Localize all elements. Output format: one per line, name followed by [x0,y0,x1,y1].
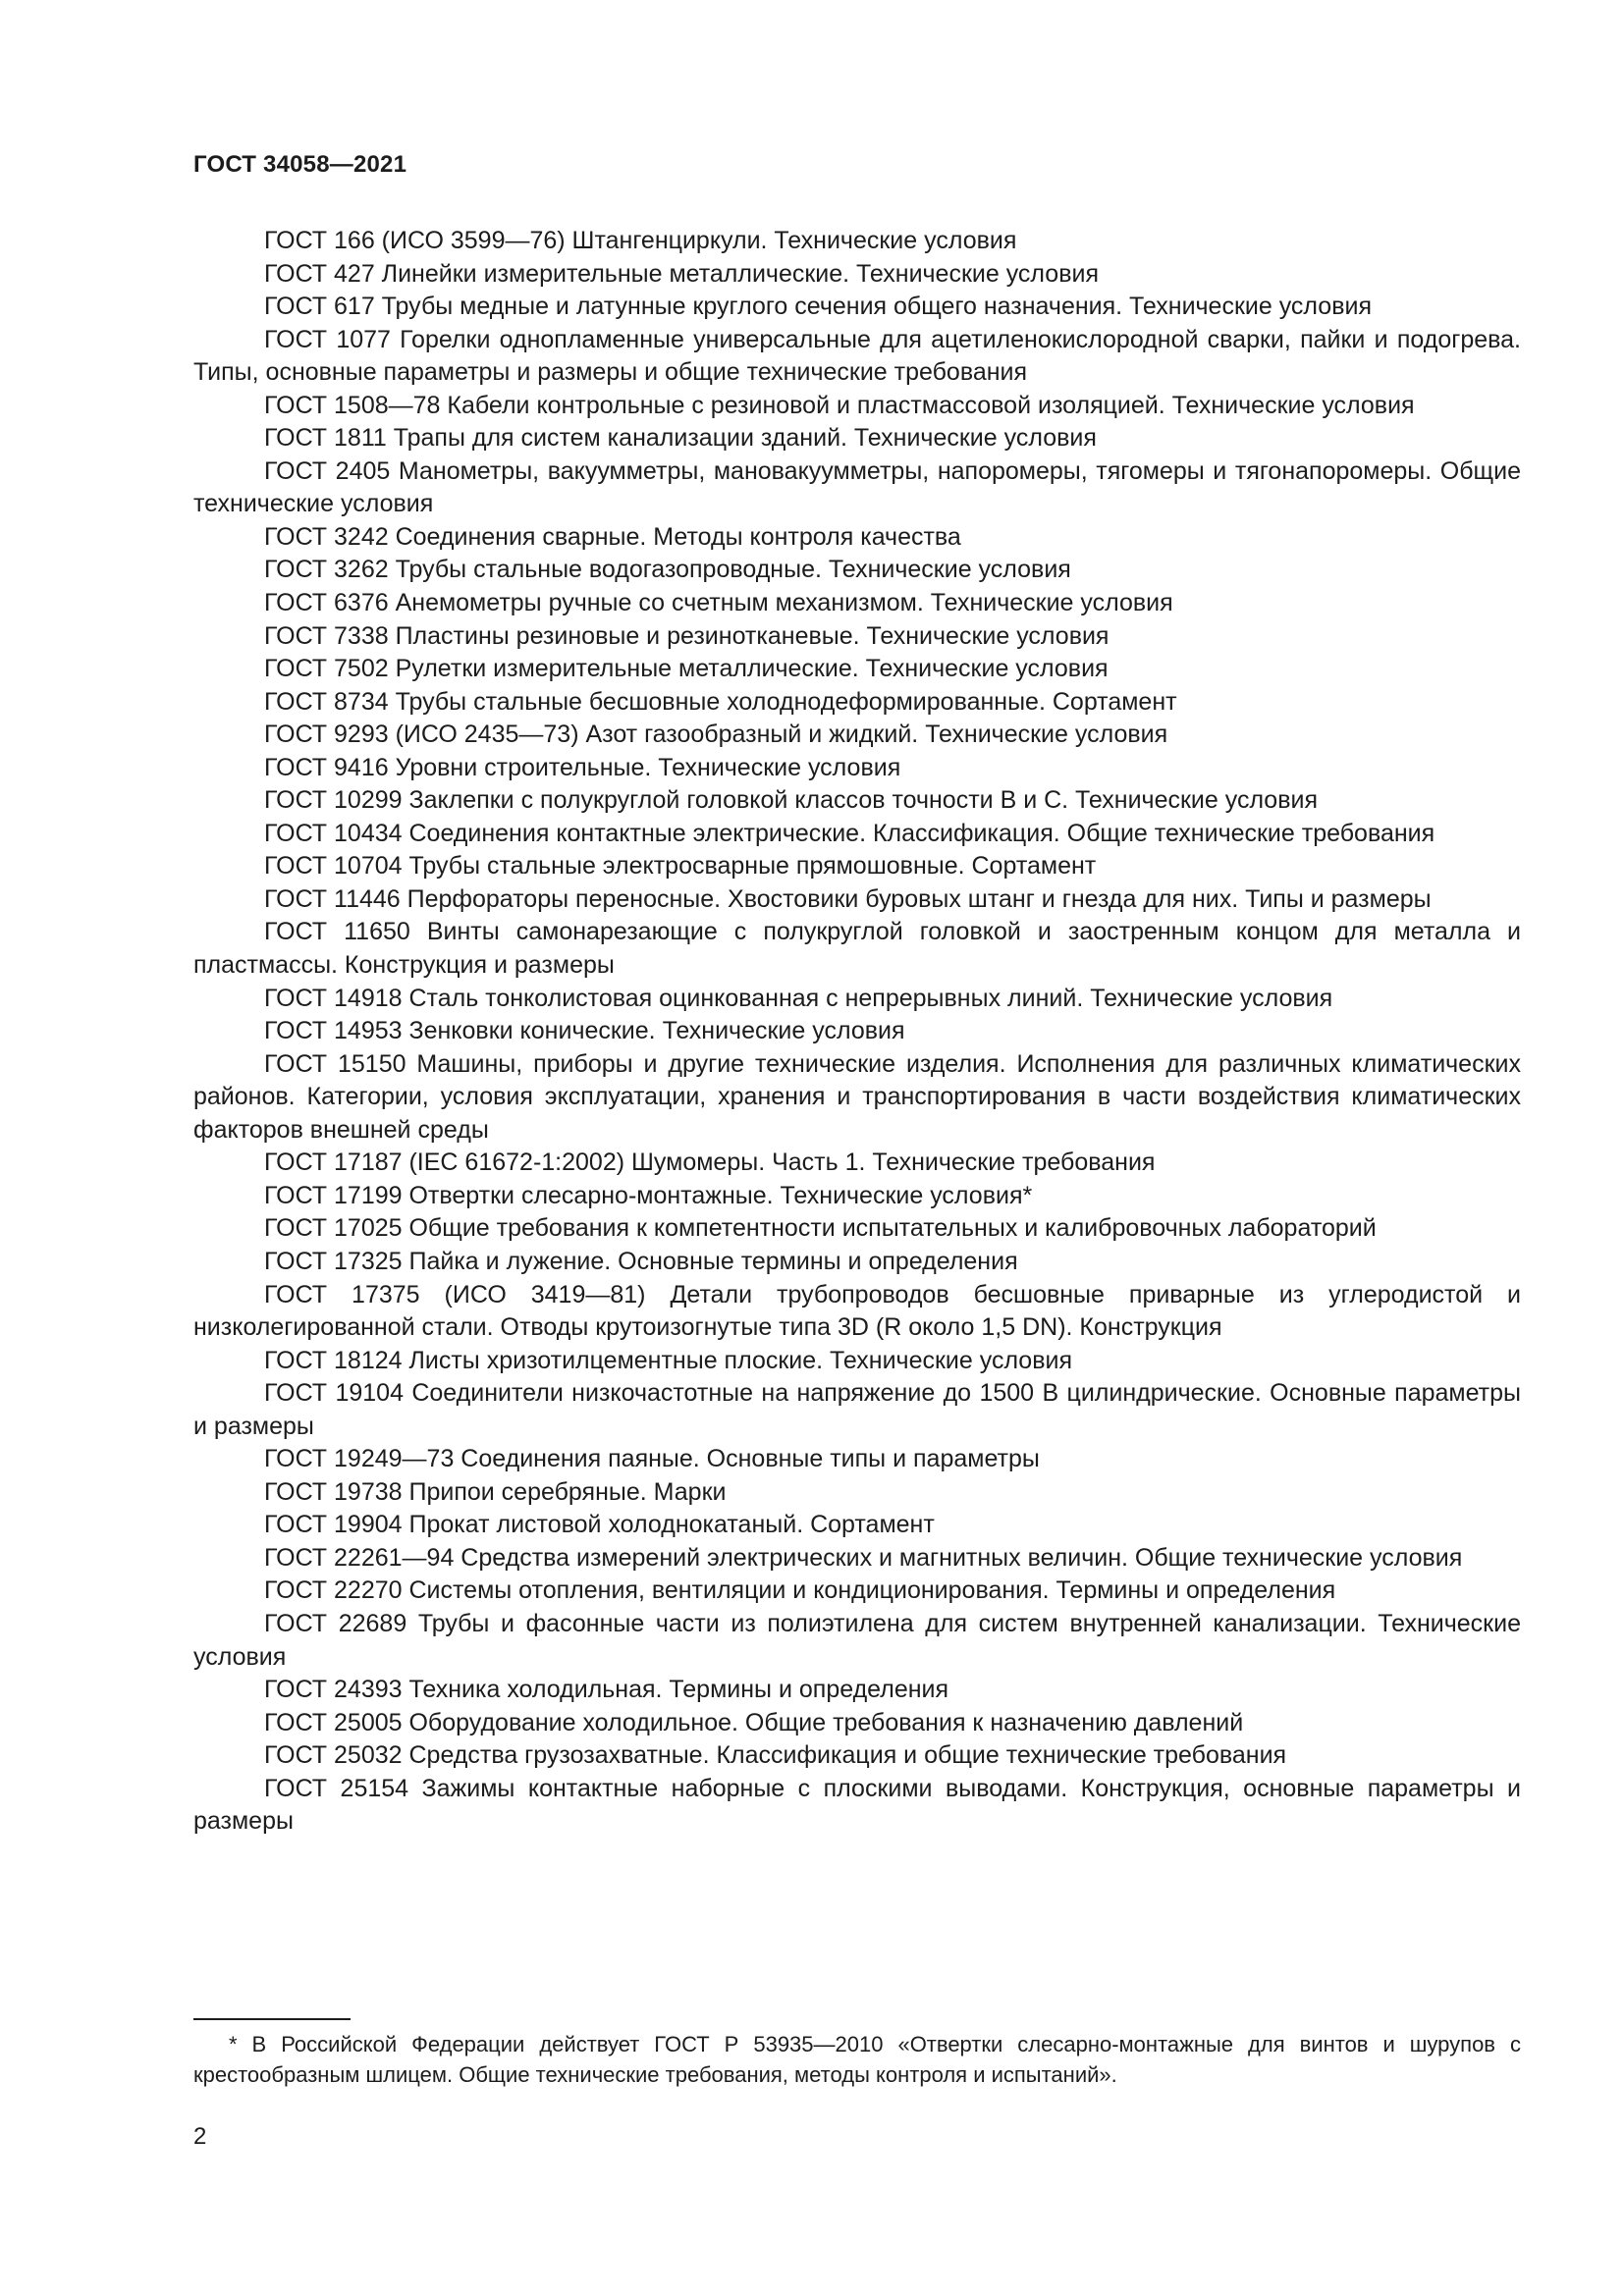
reference-item: ГОСТ 2405 Манометры, вакуумметры, мановакуумметры, напоромеры, тягомеры и тягонапоромеры. Общие технические условия [193,456,1521,518]
reference-item: ГОСТ 17325 Пайка и лужение. Основные термины и определения [264,1247,1018,1275]
reference-item: ГОСТ 3242 Соединения сварные. Методы контроля качества [264,522,961,551]
reference-item: ГОСТ 15150 Машины, приборы и другие технические изделия. Исполнения для различных климатических районов. Категории, условия эксплуатации, хранения и транспортирования в части воздействия климатических факторов внешней среды [193,1049,1521,1144]
reference-item: ГОСТ 19904 Прокат листовой холоднокатаный. Сортамент [264,1511,935,1539]
reference-item: ГОСТ 427 Линейки измерительные металлические. Технические условия [264,259,1099,288]
reference-item: ГОСТ 19738 Припои серебряные. Марки [264,1477,727,1506]
reference-item: ГОСТ 22270 Системы отопления, вентиляции и кондиционирования. Термины и определения [264,1576,1336,1605]
footnote: * В Российской Федерации действует ГОСТ Р 53935—2010 «Отвертки слесарно-монтажные для винтов и шурупов с крестообразным шлицем. Общие технические требования, методы контроля и испытаний». [193,2032,1521,2087]
reference-item: ГОСТ 9416 Уровни строительные. Технические условия [264,753,901,781]
reference-item: ГОСТ 6376 Анемометры ручные со счетным механизмом. Технические условия [264,589,1173,617]
reference-item: ГОСТ 1811 Трапы для систем канализации зданий. Технические условия [264,424,1097,453]
reference-item: ГОСТ 7502 Рулетки измерительные металлические. Технические условия [264,655,1109,683]
reference-item: ГОСТ 11446 Перфораторы переносные. Хвостовики буровых штанг и гнезда для них. Типы и размеры [264,884,1432,913]
reference-item: ГОСТ 22689 Трубы и фасонные части из полиэтилена для систем внутренней канализации. Технические условия [193,1609,1521,1671]
reference-item: ГОСТ 10434 Соединения контактные электрические. Классификация. Общие технические требования [264,819,1435,847]
reference-item: ГОСТ 166 (ИСО 3599—76) Штангенциркули. Технические условия [264,227,1017,254]
reference-item: ГОСТ 11650 Винты самонарезающие с полукруглой головкой и заостренным концом для металла и пластмассы. Конструкция и размеры [193,918,1521,980]
reference-item: ГОСТ 14953 Зенковки конические. Технические условия [264,1017,905,1045]
reference-item: ГОСТ 19104 Соединители низкочастотные на напряжение до 1500 В цилиндрические. Основные параметры и размеры [193,1379,1521,1440]
page-number: 2 [193,2123,207,2150]
reference-item: ГОСТ 17187 (IEC 61672-1:2002) Шумомеры. Часть 1. Технические требования [264,1148,1156,1177]
reference-item: ГОСТ 7338 Пластины резиновые и резинотканевые. Технические условия [264,621,1110,650]
reference-item: ГОСТ 3262 Трубы стальные водогазопроводные. Технические условия [264,556,1071,584]
reference-item: ГОСТ 17375 (ИСО 3419—81) Детали трубопроводов бесшовные приварные из углеродистой и низколегированной стали. Отводы крутоизогнутые типа 3D (R около 1,5 DN). Конструкция [193,1280,1521,1342]
reference-item: ГОСТ 17025 Общие требования к компетентности испытательных и калибровочных лабораторий [264,1214,1377,1243]
reference-item: ГОСТ 8734 Трубы стальные бесшовные холоднодеформированные. Сортамент [264,687,1177,716]
reference-item: ГОСТ 25032 Средства грузозахватные. Классификация и общие технические требования [264,1741,1287,1770]
reference-item: ГОСТ 1077 Горелки однопламенные универсальные для ацетиленокислородной сварки, пайки и подогрева. Типы, основные параметры и размеры и общие технические требования [193,325,1521,387]
reference-item: ГОСТ 19249—73 Соединения паяные. Основные типы и параметры [264,1445,1040,1473]
reference-item: ГОСТ 18124 Листы хризотилцементные плоские. Технические условия [264,1346,1072,1374]
reference-item: ГОСТ 10299 Заклепки с полукруглой головкой классов точности В и С. Технические условия [264,786,1318,815]
reference-item: ГОСТ 22261—94 Средства измерений электрических и магнитных величин. Общие технические условия [264,1543,1463,1572]
reference-item: ГОСТ 14918 Сталь тонколистовая оцинкованная с непрерывных линий. Технические условия [264,984,1333,1012]
reference-item: ГОСТ 9293 (ИСО 2435—73) Азот газообразный и жидкий. Технические условия [264,721,1168,749]
reference-item: ГОСТ 1508—78 Кабели контрольные с резиновой и пластмассовой изоляцией. Технические условия [264,391,1415,419]
reference-item: ГОСТ 17199 Отвертки слесарно-монтажные. Технические условия* [264,1181,1033,1209]
reference-item: ГОСТ 10704 Трубы стальные электросварные прямошовные. Сортамент [264,852,1097,881]
footnote-divider [193,2018,351,2020]
reference-item: ГОСТ 24393 Техника холодильная. Термины и определения [264,1676,949,1704]
normative-references-list [193,225,1521,1839]
document-header: ГОСТ 34058—2021 [193,151,407,178]
reference-item: ГОСТ 617 Трубы медные и латунные круглого сечения общего назначения. Технические условия [264,293,1372,321]
reference-item: ГОСТ 25154 Зажимы контактные наборные с плоскими выводами. Конструкция, основные параметры и размеры [193,1774,1521,1836]
reference-item: ГОСТ 25005 Оборудование холодильное. Общие требования к назначению давлений [264,1708,1244,1736]
